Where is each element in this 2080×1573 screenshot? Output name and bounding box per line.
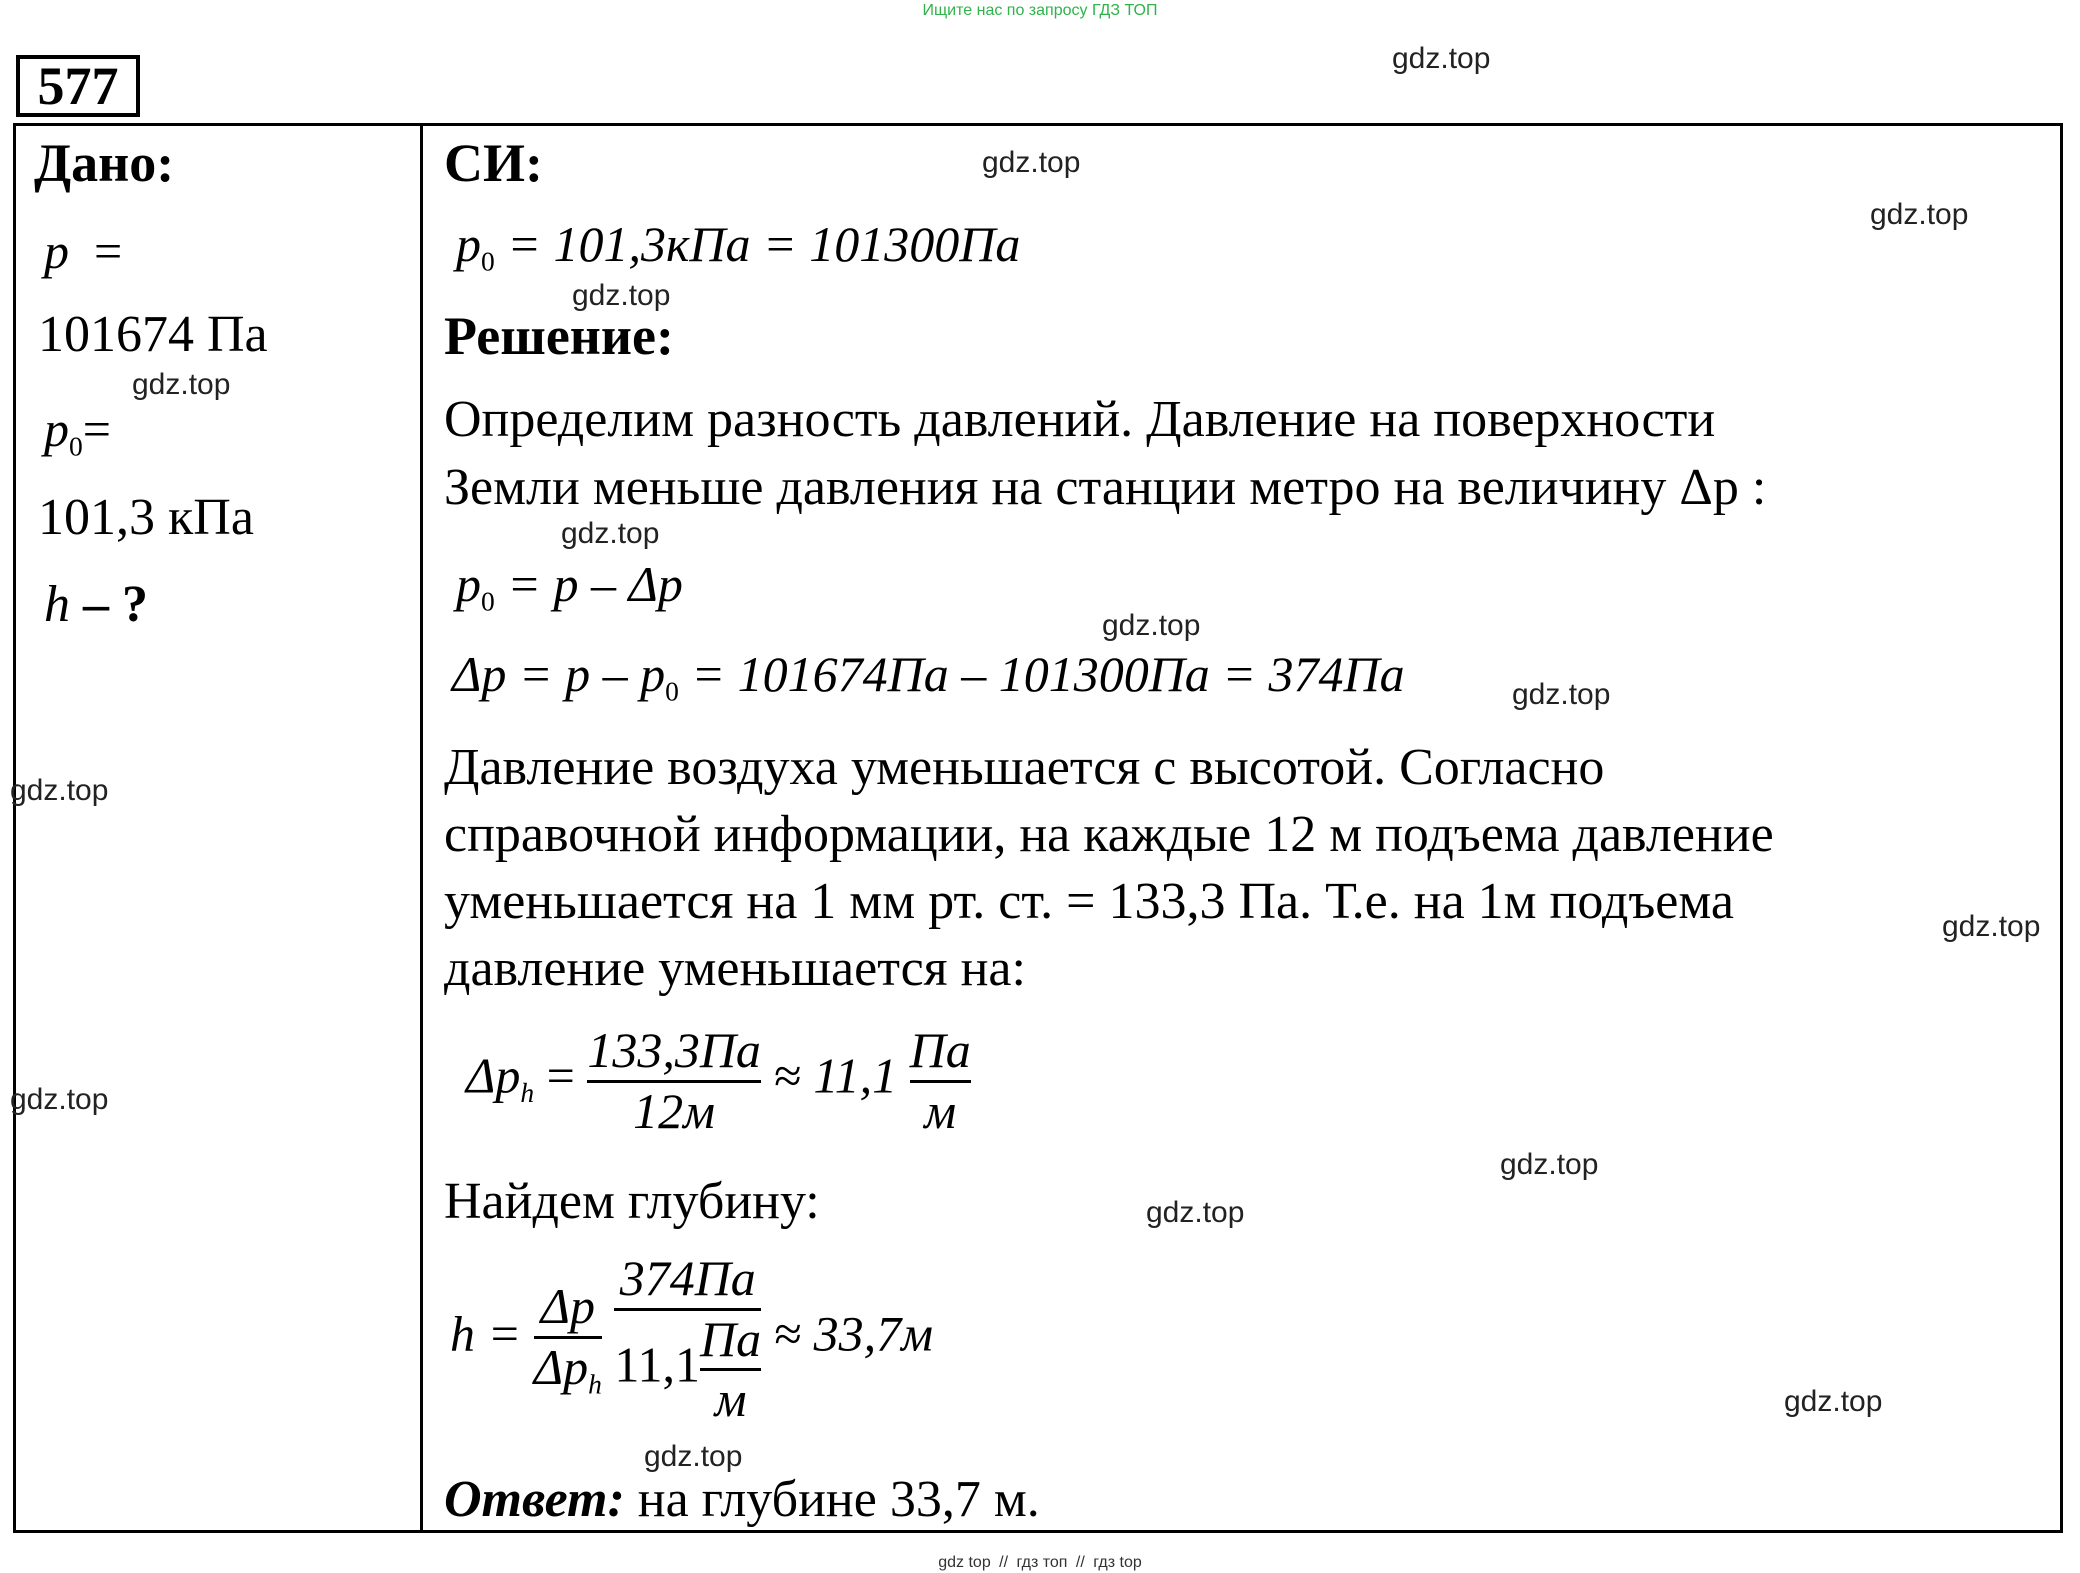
watermark: gdz.top <box>1784 1385 1883 1418</box>
find-depth-line: Найдем глубину: <box>444 1173 820 1230</box>
fraction-values: 374Па 11,1 $\frac{Па}{м}$ <box>614 1250 762 1427</box>
fraction-unit: $\frac{Па}{м}$ <box>909 1022 971 1139</box>
footer-separator: // <box>999 1554 1009 1571</box>
watermark: gdz.top <box>1146 1196 1245 1229</box>
watermark: gdz.top <box>132 368 231 401</box>
para-line-2: справочной информации, на каждые 12 м подъема давление <box>444 806 1774 863</box>
footer <box>0 1554 2080 1572</box>
watermark: gdz.top <box>1392 42 1491 75</box>
intro-line-2: Земли меньше давления на станции метро на величину Δp : <box>444 459 1767 516</box>
watermark: gdz.top <box>1870 198 1969 231</box>
para-line-4: давление уменьшается на: <box>444 940 1026 997</box>
given-p0: $p_0=$ <box>44 401 111 462</box>
equation-3: $\Delta p_h$ = $\frac{133,3Па}{12м}$ ≈ 11,1 $\frac{Па}{м}$ <box>466 1022 971 1139</box>
given-p: p = <box>44 223 123 279</box>
watermark: gdz.top <box>1102 609 1201 642</box>
fraction-pressure-per-height: $\frac{133,3Па}{12м}$ <box>587 1022 761 1139</box>
fraction-delta-p: $\frac{\Delta p}{\Delta p_h}$ <box>533 1278 602 1400</box>
para-line-1: Давление воздуха уменьшается с высотой. Согласно <box>444 739 1605 796</box>
si-header: СИ: <box>444 133 543 193</box>
watermark: gdz.top <box>10 774 109 807</box>
watermark: gdz.top <box>10 1083 109 1116</box>
answer-line: Ответ: на глубине 33,7 м. <box>444 1471 1040 1528</box>
para-line-3: уменьшается на 1 мм рт. ст. = 133,3 Па. Т.е. на 1м подъема <box>444 873 1734 930</box>
footer-link[interactable]: gdz top <box>938 1554 991 1571</box>
watermark: gdz.top <box>572 279 671 312</box>
intro-line-1: Определим разность давлений. Давление на поверхности <box>444 391 1716 448</box>
watermark: gdz.top <box>1942 910 2041 943</box>
given-p-value: 101674 Па <box>38 306 268 363</box>
solution-header: Решение: <box>444 306 674 366</box>
footer-link[interactable]: гдз топ <box>1016 1554 1068 1571</box>
equation-4: h = $\frac{\Delta p}{\Delta p_h}$ 374Па 11,1 $\frac{Па}{м}$ ≈ 33,7м <box>450 1250 933 1427</box>
watermark: gdz.top <box>561 517 660 550</box>
problem-number: 577 <box>16 55 140 117</box>
column-divider <box>420 123 423 1533</box>
given-find: h – ? <box>44 576 148 633</box>
equation-2: $\Delta p = p - p_0 = 101674Па - 101300Па = 374Па$ <box>452 646 1405 707</box>
watermark: gdz.top <box>982 146 1081 179</box>
si-p0: $p_0 = 101,3кПа = 101300Па$ <box>456 216 1021 277</box>
footer-separator: // <box>1075 1554 1085 1571</box>
watermark: gdz.top <box>644 1440 743 1473</box>
given-p0-value: 101,3 кПа <box>38 489 254 546</box>
watermark: gdz.top <box>1500 1148 1599 1181</box>
equation-1: $p_0 = p - \Delta p$ <box>456 556 683 617</box>
watermark: gdz.top <box>1512 678 1611 711</box>
given-header: Дано: <box>34 133 175 193</box>
footer-link[interactable]: гдз top <box>1093 1554 1142 1571</box>
top-banner[interactable]: Ищите нас по запросу ГДЗ ТОП <box>922 2 1158 19</box>
